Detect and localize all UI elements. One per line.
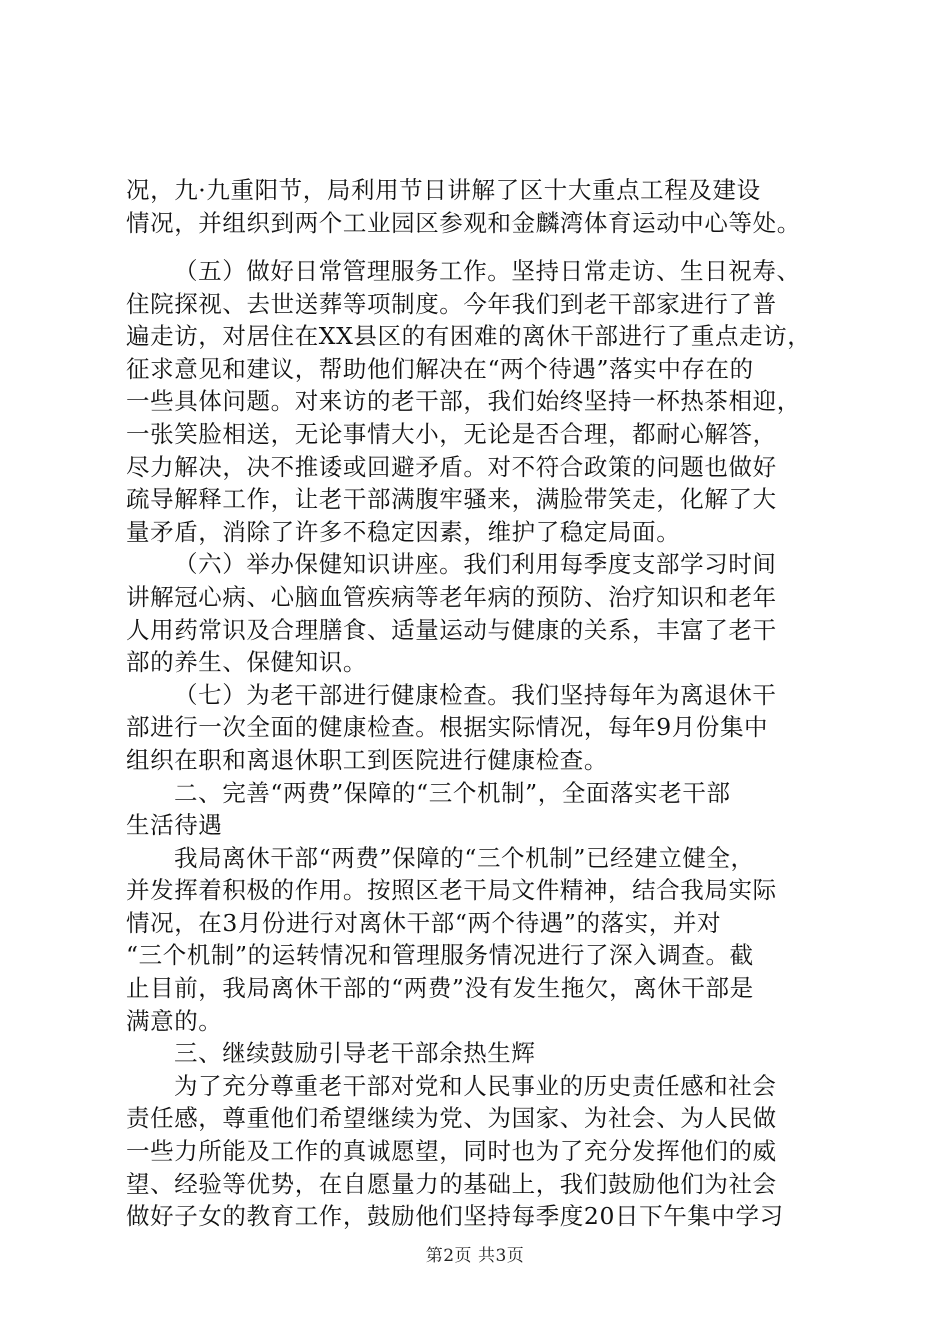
body-line: （五）做好日常管理服务工作。坚持日常走访、生日祝寿、 [174, 257, 801, 285]
intro-paragraph [126, 174, 836, 239]
body-line: 一些力所能及工作的真诚愿望，同时也为了充分发挥他们的威 [126, 1137, 777, 1166]
body-line: 量矛盾，消除了许多不稳定因素，维护了稳定局面。 [126, 517, 681, 546]
body-line: 止目前，我局离休干部的“两费”没有发生拖欠，离休干部是 [126, 974, 754, 1003]
body-text [126, 255, 836, 1233]
intro-line: 情况，并组织到两个工业园区参观和金麟湾体育运动中心等处。 [126, 208, 801, 237]
body-line: 做好子女的教育工作，鼓励他们坚持每季度20日下午集中学习 [126, 1202, 784, 1231]
body-line: 疏导解释工作，让老干部满腹牢骚来，满脸带笑走，化解了大 [126, 485, 777, 514]
body-line: 一些具体问题。对来访的老干部，我们始终坚持一杯热茶相迎， [126, 387, 801, 416]
body-line: 为了充分尊重老干部对党和人民事业的历史责任感和社会 [174, 1071, 777, 1100]
body-line: 讲解冠心病、心脑血管疾病等老年病的预防、治疗知识和老年 [126, 582, 777, 611]
body-line: （七）为老干部进行健康检查。我们坚持每年为离退休干 [174, 680, 777, 709]
body-line: 二、完善“两费”保障的“三个机制”，全面落实老干部 [174, 778, 731, 807]
body-line: 遍走访，对居住在XX县区的有困难的离休干部进行了重点走访， [126, 322, 812, 351]
intro-line: 况，九·九重阳节，局利用节日讲解了区十大重点工程及建设 [126, 176, 761, 204]
body-line: 部进行一次全面的健康检查。根据实际情况，每年9月份集中 [126, 713, 769, 742]
body-line: 望、经验等优势，在自愿量力的基础上，我们鼓励他们为社会 [126, 1169, 777, 1198]
body-line: 责任感，尊重他们希望继续为党、为国家、为社会、为人民做 [126, 1104, 777, 1133]
body-line: 组织在职和离退休职工到医院进行健康检查。 [126, 745, 608, 774]
page-footer: 第2页 共3页 [425, 1246, 525, 1266]
body-line: “三个机制”的运转情况和管理服务情况进行了深入调查。截 [126, 941, 754, 970]
body-line: 征求意见和建议，帮助他们解决在“两个待遇”落实中存在的 [126, 354, 754, 383]
body-line: 一张笑脸相送，无论事情大小，无论是否合理，都耐心解答， [126, 419, 777, 448]
body-line: 生活待遇 [126, 811, 223, 840]
body-line: 尽力解决，决不推诿或回避矛盾。对不符合政策的问题也做好 [126, 452, 777, 481]
body-line: 三、继续鼓励引导老干部余热生辉 [174, 1039, 536, 1068]
body-line: 人用药常识及合理膳食、适量运动与健康的关系，丰富了老干 [126, 615, 777, 644]
body-line: 我局离休干部“两费”保障的“三个机制”已经建立健全， [174, 843, 755, 872]
body-line: （六）举办保健知识讲座。我们利用每季度支部学习时间 [174, 550, 777, 579]
body-line: 并发挥着积极的作用。按照区老干局文件精神，结合我局实际 [126, 876, 777, 905]
body-line: 部的养生、保健知识。 [126, 648, 367, 677]
body-line: 情况，在3月份进行对离休干部“两个待遇”的落实，并对 [126, 908, 722, 937]
body-line: 住院探视、去世送葬等项制度。今年我们到老干部家进行了普 [126, 289, 777, 318]
body-line: 满意的。 [126, 1006, 223, 1035]
